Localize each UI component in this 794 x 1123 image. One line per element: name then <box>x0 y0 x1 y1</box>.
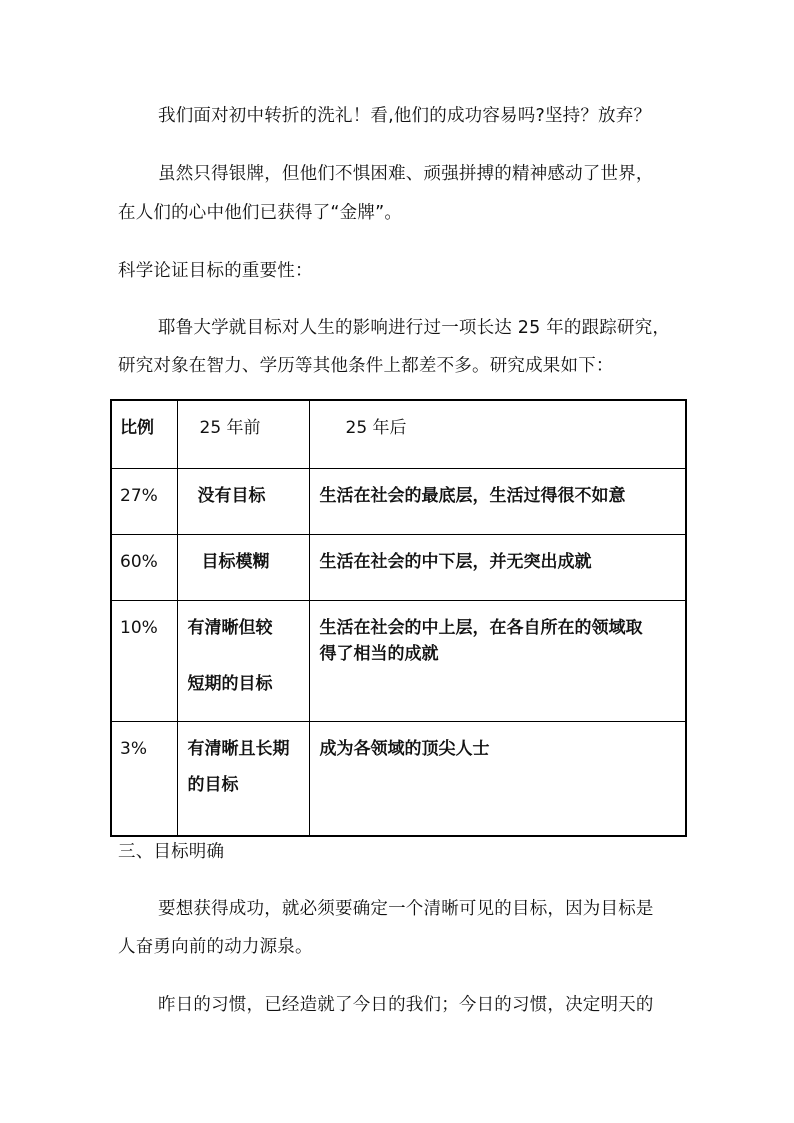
cell-before <box>177 535 309 601</box>
paragraph-text: 研究对象在智力、学历等其他条件上都差不多。研究成果如下： <box>118 356 614 376</box>
paragraph-text: 我们面对初中转折的洗礼！看,他们的成功容易吗?坚持？放弃？ <box>158 106 652 126</box>
cell-after <box>309 469 686 535</box>
paragraph-text: 人奋勇向前的动力源泉。 <box>118 937 313 957</box>
cell-before-line: 的目标 <box>187 775 239 795</box>
paragraph-text: 在人们的心中他们已获得了“金牌”。 <box>118 203 403 223</box>
cell-before-line: 有清晰且长期 <box>187 739 290 759</box>
cell-before <box>177 469 309 535</box>
cell-ratio: 27% <box>111 469 177 535</box>
cell-after <box>309 601 686 722</box>
paragraph-text: 耶鲁大学就目标对人生的影响进行过一项长达 25 年的跟踪研究， <box>158 318 671 338</box>
paragraph-text: 科学论证目标的重要性： <box>118 261 313 281</box>
paragraph-text: 昨日的习惯，已经造就了今日的我们；今日的习惯，决定明天的 <box>158 995 654 1015</box>
paragraph-text: 要想获得成功，就必须要确定一个清晰可见的目标，因为目标是 <box>158 899 654 919</box>
cell-ratio: 10% <box>111 601 177 722</box>
table-row <box>111 722 686 837</box>
cell-before-text: 目标模糊 <box>201 552 270 572</box>
research-results-table <box>110 399 687 837</box>
cell-before-line: 短期的目标 <box>187 674 273 694</box>
paragraph-text: 虽然只得银牌，但他们不惧困难、顽强拼搏的精神感动了世界， <box>158 164 654 184</box>
table-row <box>111 535 686 601</box>
header-after: 25 年后 <box>309 400 686 469</box>
header-before: 25 年前 <box>177 400 309 469</box>
cell-ratio: 60% <box>111 535 177 601</box>
cell-after-text: 成为各领域的顶尖人士 <box>319 739 490 759</box>
cell-before <box>177 601 309 722</box>
header-ratio: 比例 <box>111 400 177 469</box>
cell-ratio: 3% <box>111 722 177 837</box>
cell-after <box>309 722 686 837</box>
cell-before-text: 没有目标 <box>197 486 266 506</box>
table-row <box>111 469 686 535</box>
cell-after <box>309 535 686 601</box>
cell-after-text: 生活在社会的中下层，并无突出成就 <box>319 552 592 572</box>
cell-before <box>177 722 309 837</box>
cell-after-line: 得了相当的成就 <box>319 644 439 664</box>
table-row <box>111 601 686 722</box>
cell-after-text: 生活在社会的最底层，生活过得很不如意 <box>319 486 626 506</box>
cell-after-line: 生活在社会的中上层，在各自所在的领域取 <box>319 618 643 638</box>
table-header-row <box>111 400 686 469</box>
section-heading: 三、目标明确 <box>118 842 225 862</box>
cell-before-line: 有清晰但较 <box>187 618 273 638</box>
